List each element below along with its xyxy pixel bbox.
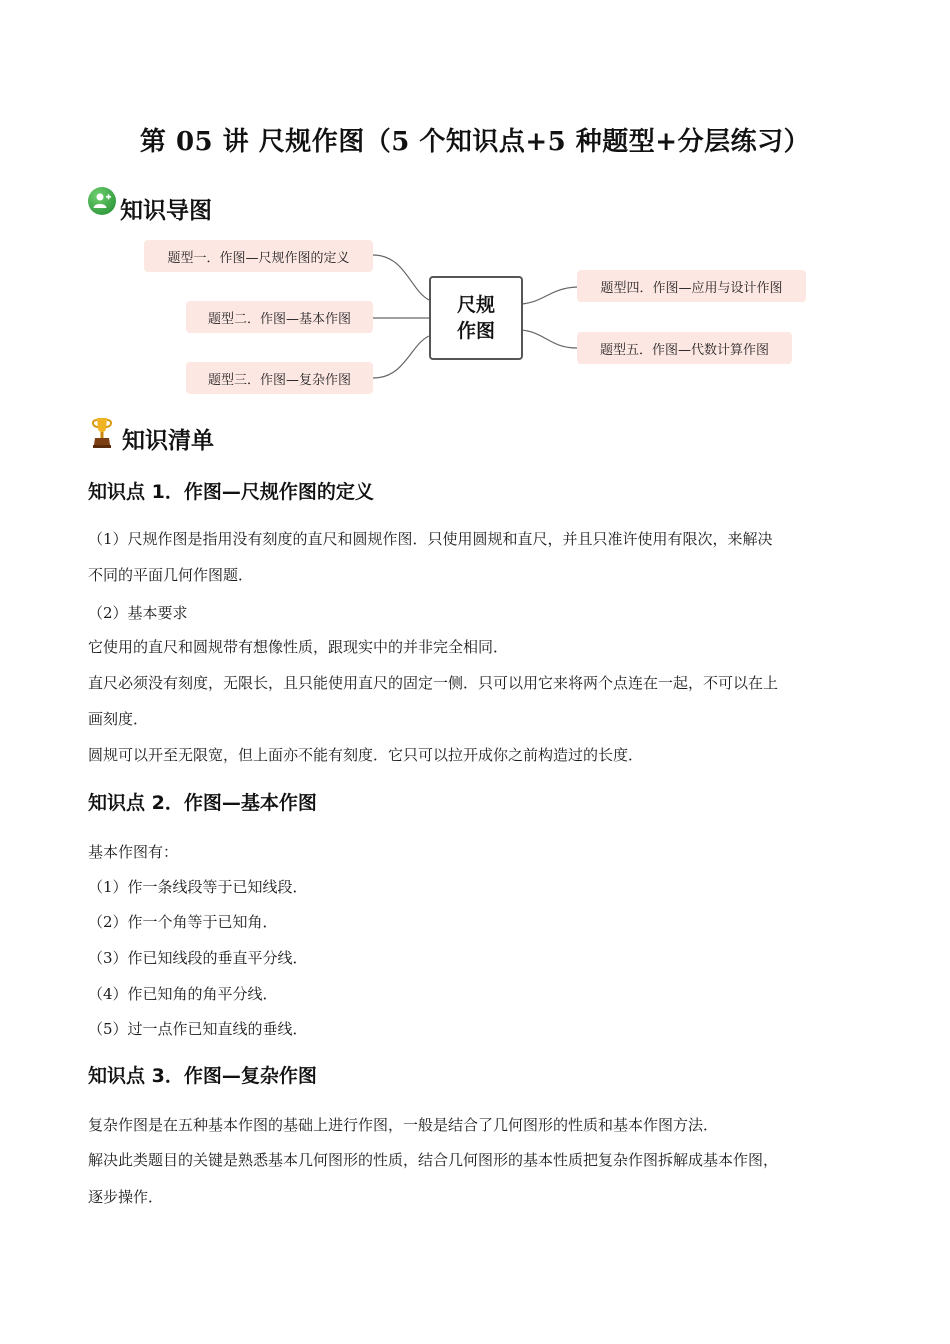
mindmap-center-node	[429, 276, 523, 360]
mindmap-node-type2: 题型二．作图—基本作图	[186, 301, 373, 333]
kp2-line-1: 基本作图有：	[88, 843, 179, 861]
mindmap-center-line1: 尺规	[456, 294, 495, 316]
kp1-body	[88, 521, 868, 773]
kp2-line-2: （1）作一条线段等于已知线段．	[88, 878, 308, 896]
kp1-line-7: 圆规可以开至无限宽，但上面亦不能有刻度．它只可以拉开成你之前构造过的长度．	[88, 746, 644, 764]
kp3-heading: 知识点 3．作图—复杂作图	[88, 1065, 317, 1087]
user-add-icon	[88, 187, 116, 215]
kp1-line-1: （1）尺规作图是指用没有刻度的直尺和圆规作图．只使用圆规和直尺，并且只准许使用有限次，来解决	[88, 530, 773, 548]
trophy-icon	[88, 415, 116, 451]
mind-map	[0, 230, 950, 400]
kp3-line-1: 复杂作图是在五种基本作图的基础上进行作图，一般是结合了几何图形的性质和基本作图方法．	[88, 1116, 719, 1134]
kp2-line-3: （2）作一个角等于已知角．	[88, 913, 278, 931]
mindmap-center-line2: 作图	[456, 320, 495, 342]
kp1-line-6: 画刻度．	[88, 710, 149, 728]
page-title: 第 05 讲 尺规作图（5 个知识点+5 种题型+分层练习）	[139, 127, 811, 157]
kp2-body	[88, 834, 868, 1047]
kp2-line-6: （5）过一点作已知直线的垂线．	[88, 1020, 308, 1038]
mindmap-node-type4: 题型四．作图—应用与设计作图	[577, 270, 806, 302]
kp1-line-3: （2）基本要求	[88, 604, 188, 622]
kp1-line-5: 直尺必须没有刻度，无限长，且只能使用直尺的固定一侧．只可以用它来将两个点连在一起，不可以在上	[88, 674, 779, 692]
checklist-heading: 知识清单	[122, 428, 214, 454]
kp2-heading: 知识点 2．作图—基本作图	[88, 792, 317, 814]
mindmap-node-type1: 题型一．作图—尺规作图的定义	[144, 240, 373, 272]
mindmap-section-heading	[88, 192, 212, 225]
kp3-body	[88, 1107, 868, 1215]
kp1-line-4: 它使用的直尺和圆规带有想像性质，跟现实中的并非完全相同．	[88, 638, 509, 656]
kp1-line-2: 不同的平面几何作图题．	[88, 566, 254, 584]
checklist-section-heading	[88, 422, 214, 455]
kp3-line-3: 逐步操作．	[88, 1188, 164, 1206]
kp2-line-5: （4）作已知角的角平分线．	[88, 985, 278, 1003]
mindmap-node-type3: 题型三．作图—复杂作图	[186, 362, 373, 394]
mindmap-heading: 知识导图	[120, 198, 212, 224]
kp3-line-2: 解决此类题目的关键是熟悉基本几何图形的性质，结合几何图形的基本性质把复杂作图拆解成基本作图，	[88, 1151, 779, 1169]
mindmap-node-type5: 题型五．作图—代数计算作图	[577, 332, 792, 364]
kp1-heading: 知识点 1．作图—尺规作图的定义	[88, 481, 374, 503]
kp2-line-4: （3）作已知线段的垂直平分线．	[88, 949, 308, 967]
